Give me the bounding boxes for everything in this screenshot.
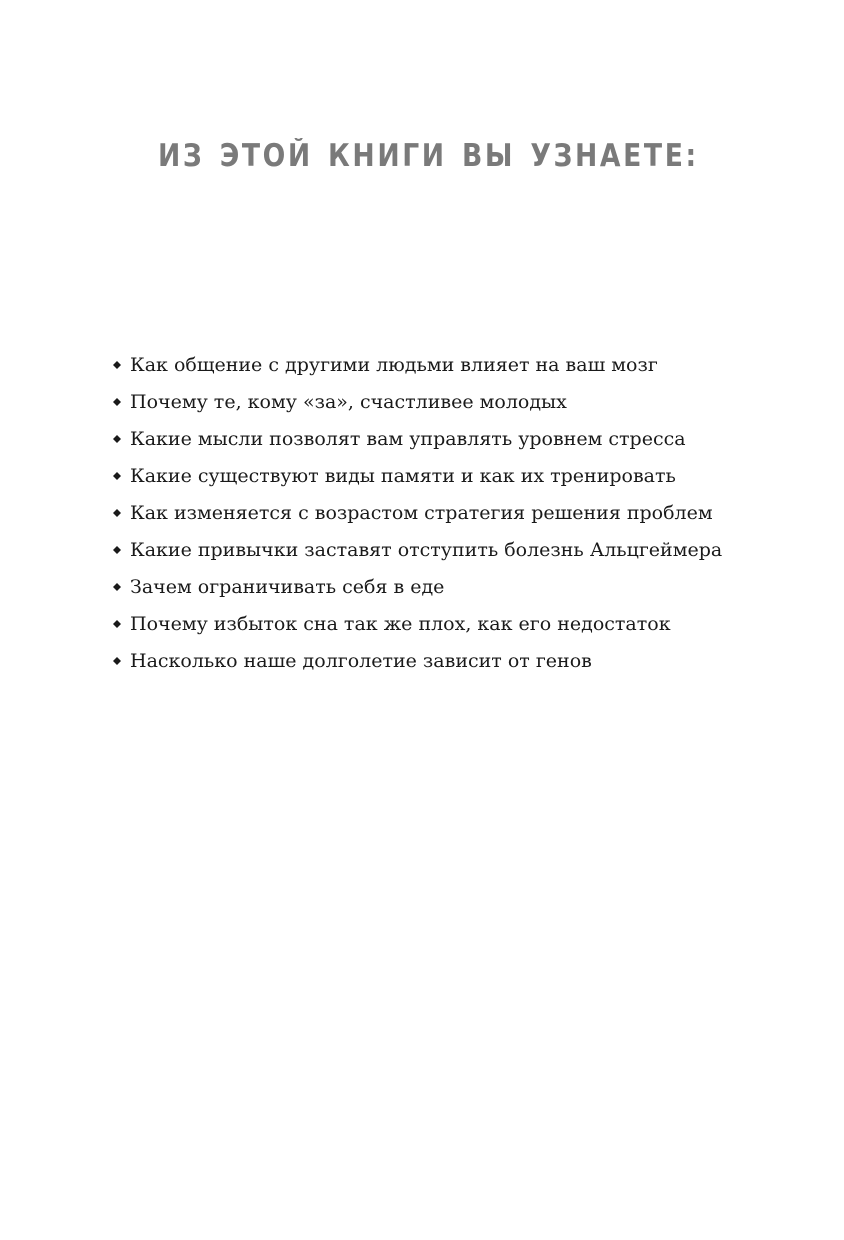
diamond-bullet-icon (113, 398, 121, 406)
page-heading: ИЗ ЭТОЙ КНИГИ ВЫ УЗНАЕТЕ: (158, 138, 699, 174)
list-item-text: Почему избыток сна так же плох, как его недостаток (130, 613, 671, 635)
list-item (111, 387, 722, 424)
list-item (111, 350, 722, 387)
benefits-list (111, 350, 722, 683)
list-item (111, 535, 722, 572)
list-item-text: Как общение с другими людьми влияет на ваш мозг (130, 354, 658, 376)
list-item (111, 498, 722, 535)
list-item (111, 646, 722, 683)
diamond-bullet-icon (113, 657, 121, 665)
diamond-bullet-icon (113, 361, 121, 369)
list-item (111, 461, 722, 498)
list-item-text: Какие привычки заставят отступить болезнь Альцгеймера (130, 539, 723, 561)
diamond-bullet-icon (113, 583, 121, 591)
list-item-text: Насколько наше долголетие зависит от генов (130, 650, 592, 672)
diamond-bullet-icon (113, 509, 121, 517)
list-item (111, 609, 722, 646)
list-item (111, 572, 722, 609)
diamond-bullet-icon (113, 546, 121, 554)
diamond-bullet-icon (113, 472, 121, 480)
diamond-bullet-icon (113, 435, 121, 443)
list-item-text: Зачем ограничивать себя в еде (130, 576, 445, 598)
list-item-text: Почему те, кому «за», счастливее молодых (130, 391, 567, 413)
list-item-text: Какие существуют виды памяти и как их тренировать (130, 465, 676, 487)
list-item-text: Как изменяется с возрастом стратегия решения проблем (130, 502, 713, 524)
diamond-bullet-icon (113, 620, 121, 628)
list-item (111, 424, 722, 461)
list-item-text: Какие мысли позволят вам управлять уровнем стресса (130, 428, 686, 450)
